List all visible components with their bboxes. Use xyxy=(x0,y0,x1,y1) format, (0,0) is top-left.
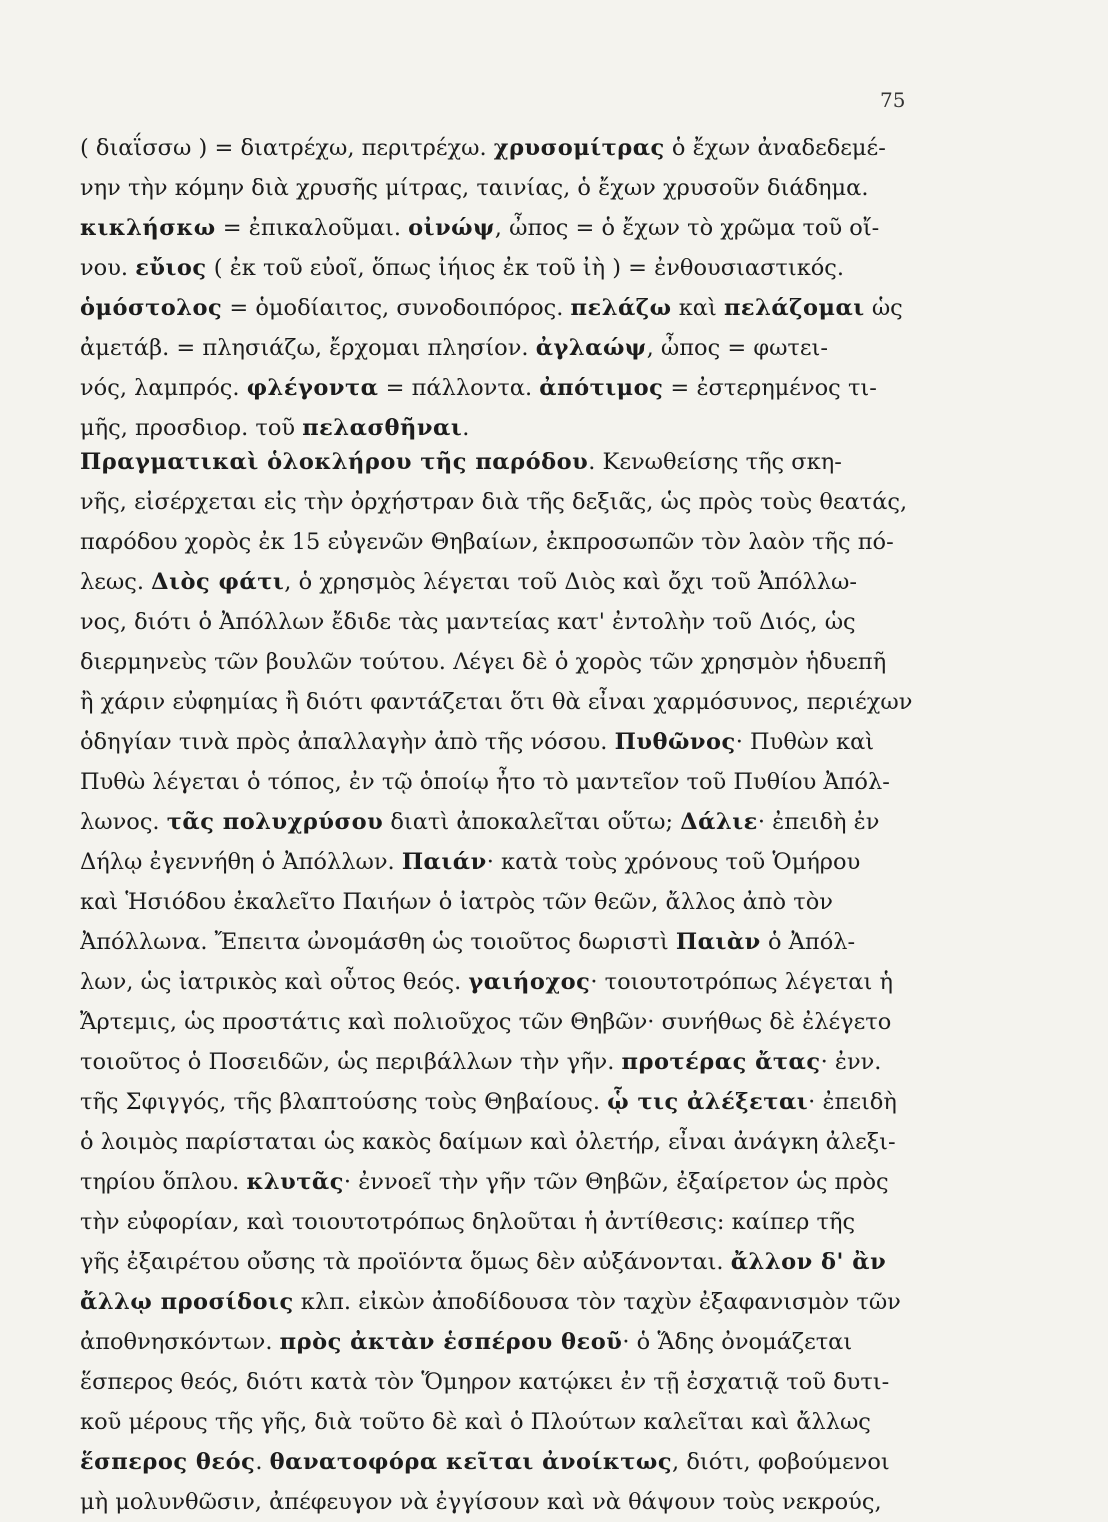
line-text: ἕσπερος θεός, διότι κατὰ τὸν Ὅμηρον κατῴκει ἐν τῇ ἐσχατιᾷ τοῦ δυτι- xyxy=(80,1369,890,1395)
bold-term: Διὸς φάτι xyxy=(151,569,285,595)
text-line xyxy=(80,722,960,762)
line-text: τοιοῦτος ὁ Ποσειδῶν, ὡς περιβάλλων τὴν γῆν. xyxy=(80,1049,622,1075)
page-number: 75 xyxy=(880,88,906,112)
line-text: καὶ Ἡσιόδου ἐκαλεῖτο Παιήων ὁ ἰατρὸς τῶν θεῶν, ἄλλος ἀπὸ τὸν xyxy=(80,889,833,915)
bold-term: φλέγοντα xyxy=(246,375,379,401)
text-line xyxy=(80,642,960,682)
bold-term: ἕσπερος θεός xyxy=(80,1449,256,1475)
line-text: ἀμετάβ. = πλησιάζω, ἔρχομαι πλησίον. xyxy=(80,335,536,361)
line-text: , ὁ χρησμὸς λέγεται τοῦ Διὸς καὶ ὄχι τοῦ Ἀπόλλω- xyxy=(284,569,857,595)
text-line xyxy=(80,522,960,562)
line-text: ὁ ἔχων ἀναδεδεμέ- xyxy=(664,135,886,161)
text-line xyxy=(80,208,960,248)
line-text: · ὁ Ἅδης ὀνομάζεται xyxy=(622,1329,853,1355)
line-text: λωνος. xyxy=(80,809,167,835)
paragraph-commentary xyxy=(80,442,960,1522)
text-line xyxy=(80,442,960,482)
text-line xyxy=(80,328,960,368)
line-text: · ἐνν. xyxy=(820,1049,882,1075)
bold-term: Δάλιε xyxy=(680,809,758,835)
line-text: , διότι, φοβούμενοι xyxy=(672,1449,890,1475)
line-text: λεως. xyxy=(80,569,152,595)
text-line xyxy=(80,1082,960,1122)
text-line xyxy=(80,1202,960,1242)
text-line xyxy=(80,882,960,922)
line-text: τηρίου ὅπλου. xyxy=(80,1169,247,1195)
line-text: . xyxy=(462,415,470,441)
text-line xyxy=(80,288,960,328)
line-text: Πυθὼ λέγεται ὁ τόπος, ἐν τῷ ὁποίῳ ἦτο τὸ μαντεῖον τοῦ Πυθίου Ἀπόλ- xyxy=(80,769,890,795)
text-line xyxy=(80,368,960,408)
bold-term: κλυτᾶς xyxy=(246,1169,344,1195)
bold-term: Πραγματικαὶ ὁλοκλήρου τῆς παρόδου xyxy=(80,449,589,475)
text-line xyxy=(80,1482,960,1522)
bold-term: Πυθῶνος xyxy=(614,729,736,755)
text-line xyxy=(80,168,960,208)
line-text: λων, ὡς ἰατρικὸς καὶ οὗτος θεός. xyxy=(80,969,469,995)
text-line xyxy=(80,128,960,168)
line-text: ( διαΐσσω ) = διατρέχω, περιτρέχω. xyxy=(80,135,494,161)
line-text: τῆς Σφιγγός, τῆς βλαπτούσης τοὺς Θηβαίους. xyxy=(80,1089,608,1115)
text-line xyxy=(80,1162,960,1202)
text-line xyxy=(80,1242,960,1282)
line-text: τὴν εὐφορίαν, καὶ τοιουτοτρόπως δηλοῦται ἡ ἀντίθεσις: καίπερ τῆς xyxy=(80,1209,856,1235)
line-text: ἀποθνησκόντων. xyxy=(80,1329,280,1355)
bold-term: κικλήσκω xyxy=(80,215,216,241)
line-text: · ἐπειδὴ ἐν xyxy=(757,809,880,835)
bold-term: τᾶς πολυχρύσου xyxy=(166,809,384,835)
text-line xyxy=(80,1402,960,1442)
line-text: Δήλῳ ἐγεννήθη ὁ Ἀπόλλων. xyxy=(80,849,402,875)
line-text: νός, λαμπρός. xyxy=(80,375,247,401)
text-line xyxy=(80,1042,960,1082)
line-text: = ἐστερημένος τι- xyxy=(663,375,877,401)
line-text: ἢ χάριν εὐφημίας ἢ διότι φαντάζεται ὅτι θὰ εἶναι χαρμόσυνος, περιέχων xyxy=(80,689,913,715)
text-line xyxy=(80,1322,960,1362)
text-line xyxy=(80,802,960,842)
line-text: ὡς xyxy=(864,295,903,321)
text-line xyxy=(80,1442,960,1482)
line-text: . xyxy=(255,1449,270,1475)
line-text: , ὦπος = ὁ ἔχων τὸ χρῶμα τοῦ οἴ- xyxy=(494,215,880,241)
bold-term: θανατοφόρα κεῖται ἀνοίκτως xyxy=(269,1449,673,1475)
text-line xyxy=(80,482,960,522)
text-line xyxy=(80,1122,960,1162)
text-line xyxy=(80,248,960,288)
line-text: = ἐπικαλοῦμαι. xyxy=(215,215,409,241)
line-text: διατὶ ἀποκαλεῖται οὕτω; xyxy=(383,809,681,835)
line-text: · ἐννοεῖ τὴν γῆν τῶν Θηβῶν, ἐξαίρετον ὡς πρὸς xyxy=(343,1169,889,1195)
text-line xyxy=(80,922,960,962)
line-text: παρόδου χορὸς ἐκ 15 εὐγενῶν Θηβαίων, ἐκπροσωπῶν τὸν λαὸν τῆς πό- xyxy=(80,529,894,555)
line-text: = πάλλοντα. xyxy=(378,375,540,401)
line-text: μῆς, προσδιορ. τοῦ xyxy=(80,415,303,441)
line-text: , ὦπος = φωτει- xyxy=(646,335,828,361)
line-text: μὴ μολυνθῶσιν, ἀπέφευγον νὰ ἐγγίσουν καὶ νὰ θάψουν τοὺς νεκρούς, xyxy=(80,1489,882,1515)
line-text: Ἄρτεμις, ὡς προστάτις καὶ πολιοῦχος τῶν Θηβῶν· συνήθως δὲ ἐλέγετο xyxy=(80,1009,892,1035)
text-line xyxy=(80,1282,960,1322)
bold-term: χρυσομίτρας xyxy=(493,135,665,161)
paragraph-glossary xyxy=(80,128,960,448)
bold-term: ἄλλῳ προσίδοις xyxy=(80,1289,294,1315)
text-line xyxy=(80,762,960,802)
text-line xyxy=(80,962,960,1002)
line-text: = ὁμοδίαιτος, συνοδοιπόρος. xyxy=(222,295,571,321)
line-text: ὁ λοιμὸς παρίσταται ὡς κακὸς δαίμων καὶ ὀλετήρ, εἶναι ἀνάγκη ἀλεξι- xyxy=(80,1129,896,1155)
line-text: κοῦ μέρους τῆς γῆς, διὰ τοῦτο δὲ καὶ ὁ Πλούτων καλεῖται καὶ ἄλλως xyxy=(80,1409,871,1435)
line-text: νου. xyxy=(80,255,136,281)
line-text: Ἀπόλλωνα. Ἔπειτα ὠνομάσθη ὡς τοιοῦτος δωριστὶ xyxy=(80,929,676,955)
line-text: νην τὴν κόμην διὰ χρυσῆς μίτρας, ταινίας, ὁ ἔχων χρυσοῦν διάδημα. xyxy=(80,175,869,201)
line-text: ( ἐκ τοῦ εὐοῖ, ὅπως ἰήιος ἐκ τοῦ ἰὴ ) = ἐνθουσιαστικός. xyxy=(206,255,845,281)
bold-term: πελασθῆναι xyxy=(302,415,463,441)
line-text: · ἐπειδὴ xyxy=(808,1089,897,1115)
line-text: . Κενωθείσης τῆς σκη- xyxy=(588,449,842,475)
bold-term: ᾧ τις ἀλέξεται xyxy=(607,1089,809,1115)
text-line xyxy=(80,562,960,602)
bold-term: προτέρας ἄτας xyxy=(621,1049,821,1075)
line-text: διερμηνεὺς τῶν βουλῶν τούτου. Λέγει δὲ ὁ χορὸς τῶν χρησμὸν ἡδυεπῆ xyxy=(80,649,887,675)
text-line xyxy=(80,1362,960,1402)
line-text: καὶ xyxy=(671,295,724,321)
bold-term: πελάζομαι xyxy=(723,295,865,321)
bold-term: Παιάν xyxy=(401,849,487,875)
bold-term: εὔιος xyxy=(135,255,207,281)
bold-term: οἰνώψ xyxy=(408,215,495,241)
line-text: · κατὰ τοὺς χρόνους τοῦ Ὁμήρου xyxy=(486,849,861,875)
line-text: · τοιουτοτρόπως λέγεται ἡ xyxy=(590,969,893,995)
text-line xyxy=(80,1002,960,1042)
line-text: κλπ. εἰκὼν ἀποδίδουσα τὸν ταχὺν ἐξαφανισμὸν τῶν xyxy=(293,1289,901,1315)
bold-term: Παιὰν xyxy=(675,929,761,955)
line-text: νῆς, εἰσέρχεται εἰς τὴν ὀρχήστραν διὰ τῆς δεξιᾶς, ὡς πρὸς τοὺς θεατάς, xyxy=(80,489,908,515)
bold-term: πελάζω xyxy=(570,295,672,321)
text-line xyxy=(80,602,960,642)
bold-term: γαιήοχος xyxy=(468,969,591,995)
bold-term: ἀπότιμος xyxy=(539,375,664,401)
line-text: γῆς ἐξαιρέτου οὔσης τὰ προϊόντα ὅμως δὲν αὐξάνονται. xyxy=(80,1249,731,1275)
text-line xyxy=(80,842,960,882)
line-text: ὁδηγίαν τινὰ πρὸς ἀπαλλαγὴν ἀπὸ τῆς νόσου. xyxy=(80,729,615,755)
bold-term: ὁμόστολος xyxy=(80,295,223,321)
bold-term: πρὸς ἀκτὰν ἑσπέρου θεοῦ xyxy=(279,1329,623,1355)
line-text: νος, διότι ὁ Ἀπόλλων ἔδιδε τὰς μαντείας κατ' ἐντολὴν τοῦ Διός, ὡς xyxy=(80,609,856,635)
bold-term: ἀγλαώψ xyxy=(535,335,647,361)
text-line xyxy=(80,682,960,722)
line-text: ὁ Ἀπόλ- xyxy=(760,929,856,955)
line-text: · Πυθὼν καὶ xyxy=(735,729,875,755)
bold-term: ἄλλον δ' ἂν xyxy=(730,1249,887,1275)
